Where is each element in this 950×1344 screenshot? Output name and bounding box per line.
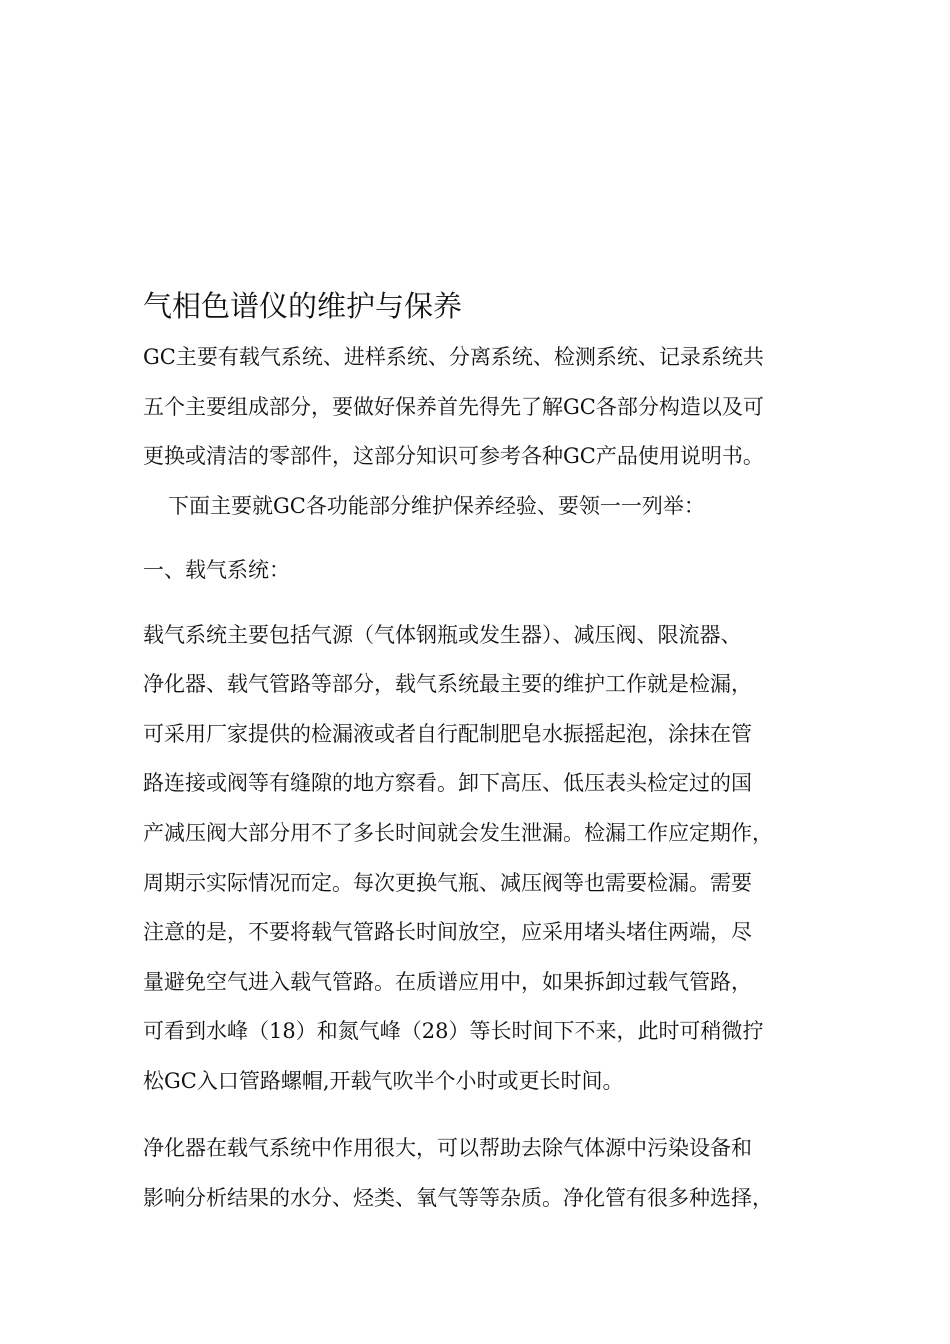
paragraph1-line-9: 可看到水峰（18）和氮气峰（28）等长时间下不来，此时可稍微拧 [143,1019,764,1043]
intro-line-1: GC主要有载气系统、进样系统、分离系统、检测系统、记录系统共 [143,345,764,369]
intro-line-3: 更换或清洁的零部件，这部分知识可参考各种GC产品使用说明书。 [143,444,764,468]
paragraph1-line-8: 量避免空气进入载气管路。在质谱应用中，如果拆卸过载气管路， [143,970,752,994]
paragraph1-line-6: 周期示实际情况而定。每次更换气瓶、减压阀等也需要检漏。需要 [143,871,752,895]
intro-line-2: 五个主要组成部分，要做好保养首先得先了解GC各部分构造以及可 [143,395,764,419]
paragraph2-line-2: 影响分析结果的水分、烃类、氧气等等杂质。净化管有很多种选择， [143,1186,773,1210]
paragraph1-line-4: 路连接或阀等有缝隙的地方察看。卸下高压、低压表头检定过的国 [143,771,752,795]
section-heading: 一、载气系统： [143,558,290,582]
document-title: 气相色谱仪的维护与保养 [143,289,463,323]
paragraph1-line-7: 注意的是，不要将载气管路长时间放空，应采用堵头堵住两端，尽 [143,920,752,944]
paragraph1-line-5: 产减压阀大部分用不了多长时间就会发生泄漏。检漏工作应定期作， [143,821,773,845]
paragraph1-line-2: 净化器、载气管路等部分，载气系统最主要的维护工作就是检漏， [143,672,752,696]
paragraph1-line-3: 可采用厂家提供的检漏液或者自行配制肥皂水振摇起泡，涂抹在管 [143,722,752,746]
paragraph1-line-1: 载气系统主要包括气源（气体钢瓶或发生器）、减压阀、限流器、 [143,623,742,647]
lead-line: 下面主要就GC各功能部分维护保养经验、要领一一列举： [168,494,705,518]
paragraph1-line-10: 松GC入口管路螺帽,开载气吹半个小时或更长时间。 [143,1069,624,1093]
paragraph2-line-1: 净化器在载气系统中作用很大，可以帮助去除气体源中污染设备和 [143,1136,752,1160]
